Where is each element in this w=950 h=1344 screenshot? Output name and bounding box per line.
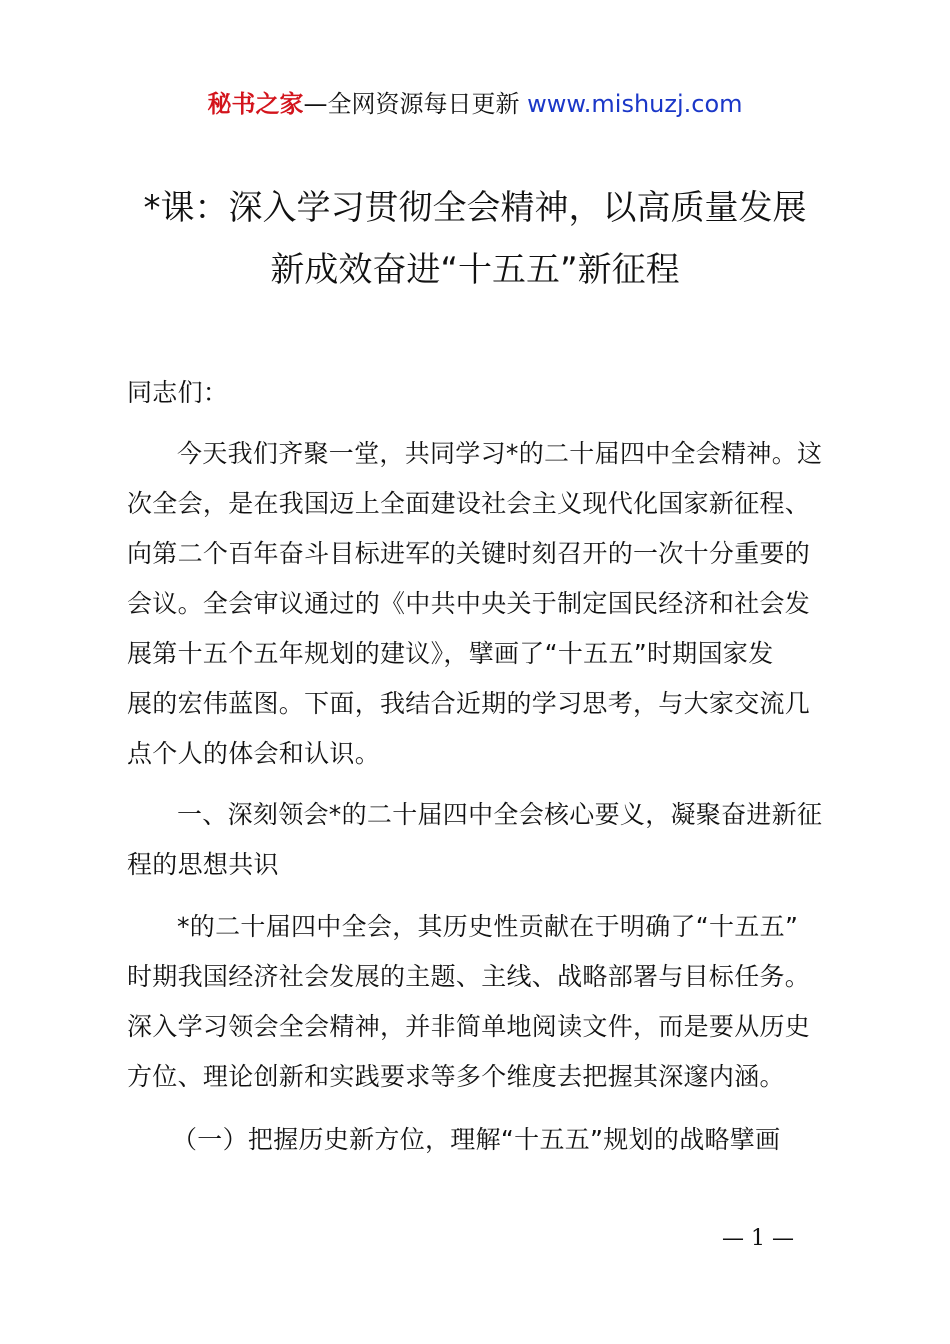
paragraph-1-line: 会议。全会审议通过的《中共中央关于制定国民经济和社会发 [127, 589, 811, 618]
site-url-link[interactable]: www.mishuzj.com [527, 90, 743, 118]
paragraph-1-line: 次全会，是在我国迈上全面建设社会主义现代化国家新征程、 [127, 489, 811, 518]
site-slogan: —全网资源每日更新 [303, 90, 528, 118]
paragraph-1-line: 向第二个百年奋斗目标进军的关键时刻召开的一次十分重要的 [127, 539, 811, 568]
site-brand: 秘书之家 [207, 90, 304, 118]
paragraph-2-line: 时期我国经济社会发展的主题、主线、战略部署与目标任务。 [127, 962, 811, 991]
section-heading-1-line: 程的思想共识 [127, 850, 279, 879]
subheading-1: （一）把握历史新方位，理解“十五五”规划的战略擘画 [172, 1125, 781, 1154]
paragraph-2-line: 深入学习领会全会精神，并非简单地阅读文件，而是要从历史 [127, 1012, 811, 1041]
section-heading-1-line: 一、深刻领会*的二十届四中全会核心要义，凝聚奋进新征 [177, 800, 823, 829]
paragraph-2-line: 方位、理论创新和实践要求等多个维度去把握其深邃内涵。 [127, 1062, 785, 1091]
page-number: — 1 — [722, 1226, 794, 1251]
document-title-line-2: 新成效奋进“十五五”新征程 [270, 250, 680, 290]
paragraph-1-line: 展第十五个五年规划的建议》，擘画了“十五五”时期国家发 [127, 639, 774, 668]
paragraph-1-line: 展的宏伟蓝图。下面，我结合近期的学习思考，与大家交流几 [127, 689, 811, 718]
site-header [0, 86, 950, 122]
document-title-line-1: *课：深入学习贯彻全会精神，以高质量发展 [143, 188, 807, 228]
paragraph-1-line: 点个人的体会和认识。 [127, 739, 381, 768]
paragraph-2-line: *的二十届四中全会，其历史性贡献在于明确了“十五五” [177, 912, 799, 941]
salutation: 同志们： [127, 378, 229, 407]
paragraph-1-line: 今天我们齐聚一堂，共同学习*的二十届四中全会精神。这 [177, 439, 823, 468]
